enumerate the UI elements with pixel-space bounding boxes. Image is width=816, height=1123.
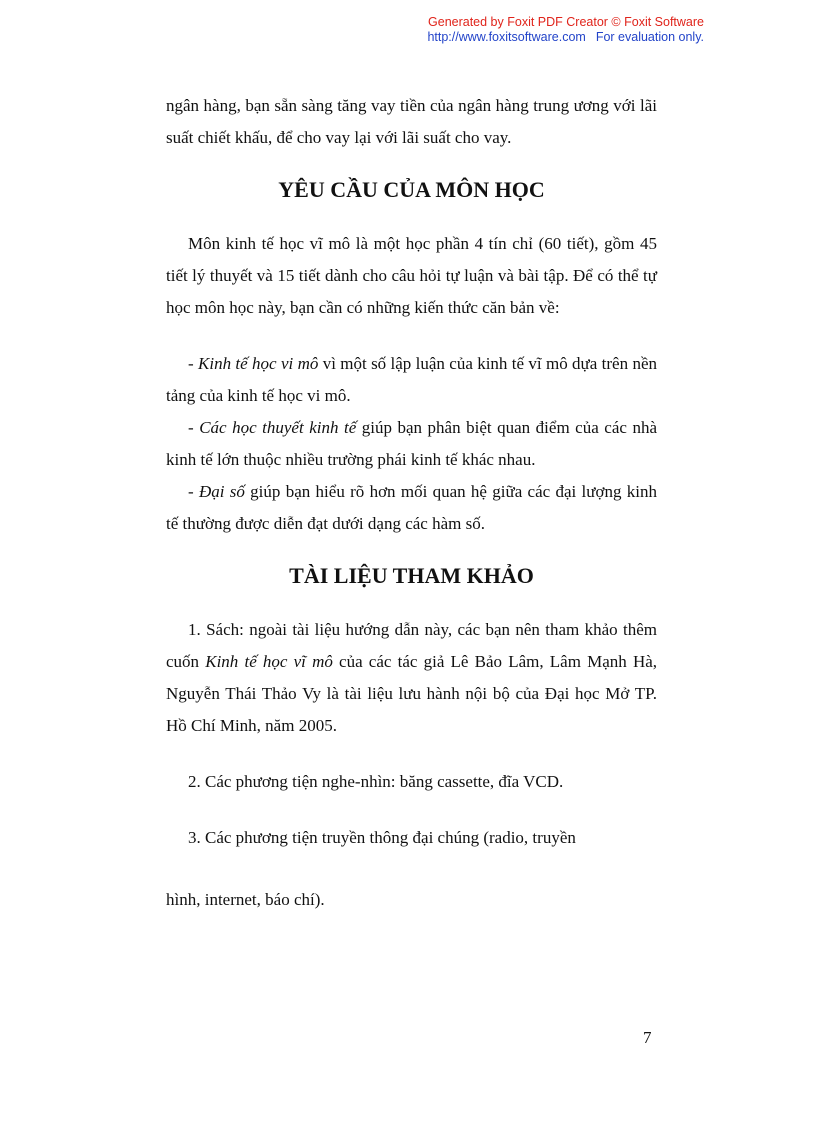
watermark-url: http://www.foxitsoftware.com [427, 30, 586, 44]
reference-item-continuation: hình, internet, báo chí). [166, 890, 325, 909]
watermark-line1: Generated by Foxit PDF Creator © Foxit Software [428, 15, 704, 29]
requirement-item: - Các học thuyết kinh tế giúp bạn phân biệt quan điểm của các nhà kinh tế lớn thuộc nhiều trường phái kinh tế khác nhau. [166, 418, 657, 469]
watermark-note: For evaluation only. [595, 30, 704, 44]
reference-book-title: Kinh tế học vĩ mô [205, 652, 333, 671]
section-heading-references: TÀI LIỆU THAM KHẢO [289, 563, 534, 588]
page-content [166, 90, 657, 916]
page-number: 7 [643, 1028, 652, 1047]
reference-item: 3. Các phương tiện truyền thông đại chúng (radio, truyền [188, 828, 576, 847]
reference-item: 1. Sách: ngoài tài liệu hướng dẫn này, các bạn nên tham khảo thêm cuốn Kinh tế học vĩ mô của các tác giả Lê Bảo Lâm, Lâm Mạnh Hà, Nguyễn Thái Thảo Vy là tài liệu lưu hành nội bộ của Đại học Mở TP. Hồ Chí Minh, năm 2005. [166, 620, 658, 735]
section-heading-requirements: YÊU CẦU CỦA MÔN HỌC [278, 177, 545, 202]
foxit-watermark [384, 15, 704, 45]
reference-item: 2. Các phương tiện nghe-nhìn: băng cassette, đĩa VCD. [188, 772, 564, 791]
requirement-item: - Kinh tế học vi mô vì một số lập luận của kinh tế vĩ mô dựa trên nền tảng của kinh tế học vi mô. [166, 354, 657, 405]
requirement-item-title: Đại số [198, 482, 245, 501]
requirements-paragraph: Môn kinh tế học vĩ mô là một học phần 4 tín chỉ (60 tiết), gồm 45 tiết lý thuyết và 15 tiết dành cho câu hỏi tự luận và bài tập. Để có thể tự học môn học này, bạn cần có những kiến thức căn bản về: [166, 234, 657, 317]
intro-paragraph: ngân hàng, bạn sẵn sàng tăng vay tiền của ngân hàng trung ương với lãi suất chiết khấu, để cho vay lại với lãi suất cho vay. [166, 96, 657, 147]
watermark-line2 [384, 30, 704, 45]
requirement-item-title: Kinh tế học vi mô [198, 354, 319, 373]
requirement-item: - Đại số giúp bạn hiểu rõ hơn mối quan hệ giữa các đại lượng kinh tế thường được diễn đạt dưới dạng các hàm số. [166, 482, 657, 533]
requirement-item-title: Các học thuyết kinh tế [199, 418, 357, 437]
